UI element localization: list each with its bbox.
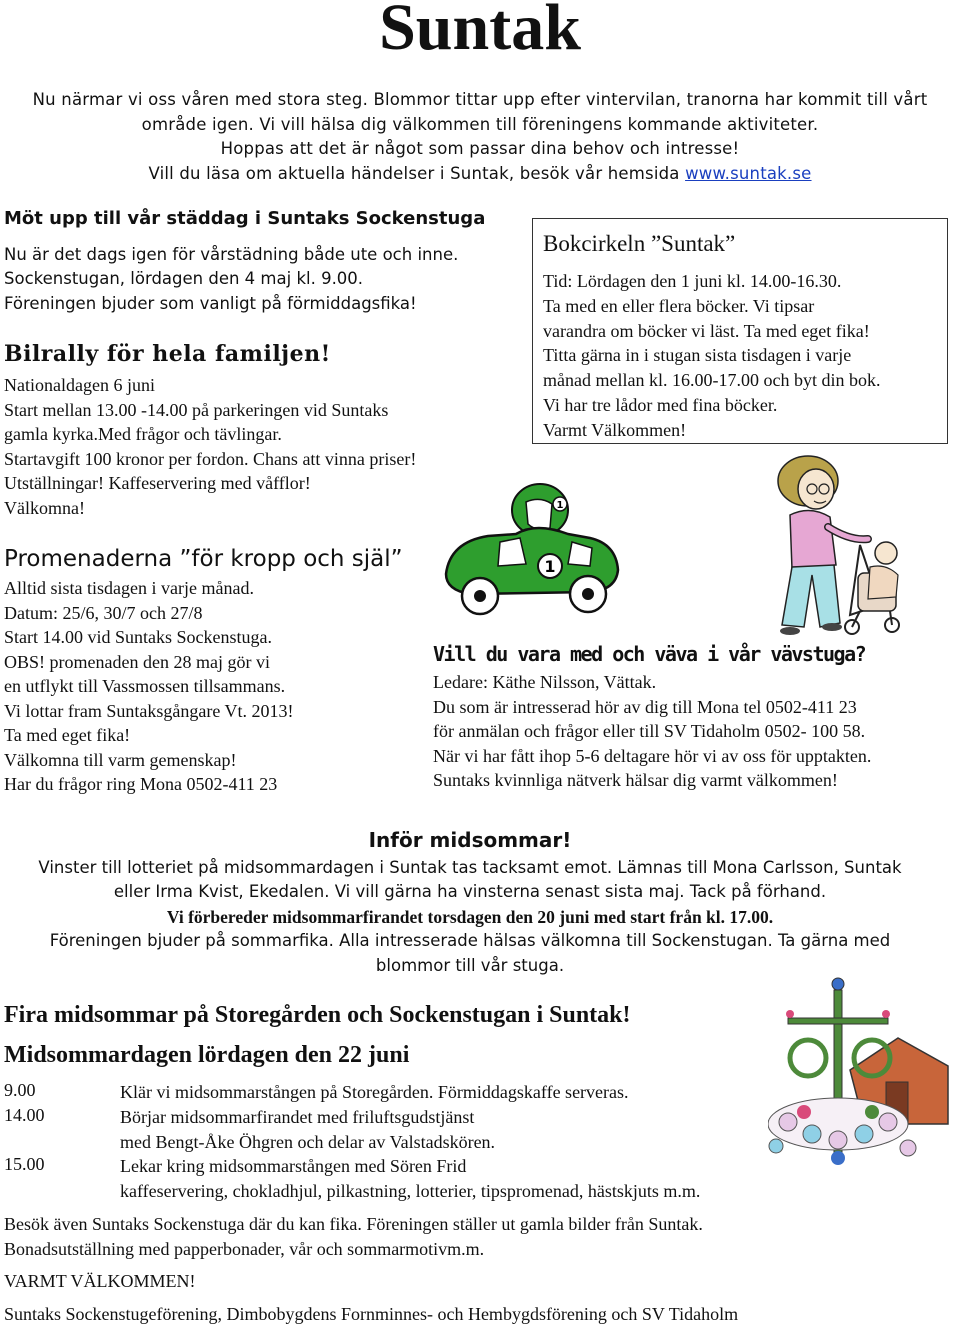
helmet-number: 1 xyxy=(556,500,564,511)
promenader-line: Har du frågor ring Mona 0502-411 23 xyxy=(4,774,278,794)
vavstuga-line: Ledare: Käthe Nilsson, Vättak. xyxy=(433,672,657,692)
bokcirkel-line: Titta gärna in i stugan sista tisdagen i varje xyxy=(543,345,852,366)
bilrally-body xyxy=(4,373,416,520)
website-prefix: Vill du läsa om aktuella händelser i Suntak, besök vår hemsida xyxy=(148,163,686,183)
promenader-line: Alltid sista tisdagen i varje månad. xyxy=(4,578,254,598)
visit-line: Bonadsutställning med papperbonader, vår och sommarmotivm.m. xyxy=(4,1238,485,1259)
schedule-time: 9.00 xyxy=(4,1080,36,1100)
intro-line: Nu närmar vi oss våren med stora steg. Blommor tittar upp efter vintervilan, tranorna har kommit till vårt xyxy=(32,90,928,109)
woman-stroller-illustration xyxy=(720,455,910,650)
bilrally-line: gamla kyrka.Med frågor och tävlingar. xyxy=(4,424,282,444)
schedule-line: kaffeservering, chokladhjul, pilkastning, lotterier, tipspromenad, hästskjuts m.m. xyxy=(120,1180,701,1201)
promenader-line: Ta med eget fika! xyxy=(4,725,131,745)
bilrally-line: Välkomna! xyxy=(4,497,85,518)
vavstuga-heading: Vill du vara med och väva i vår vävstuga? xyxy=(433,642,866,666)
promenader-line: OBS! promenaden den 28 maj gör vi xyxy=(4,651,270,672)
schedule-text xyxy=(120,1080,629,1105)
promenader-heading: Promenaderna ”för kropp och själ” xyxy=(4,546,403,572)
schedule-text xyxy=(120,1154,700,1203)
footer-text: Suntaks Sockenstugeförening, Dimbobygdens Fornminnes- och Hembygdsförening och SV Tidaholm xyxy=(4,1304,739,1324)
schedule xyxy=(0,1080,820,1210)
promenader-line: Datum: 25/6, 30/7 och 27/8 xyxy=(4,602,203,623)
page-title: Suntak xyxy=(379,0,581,64)
midsommar-info-line: Vinster till lotteriet på midsommardagen i Suntak tas tacksamt emot. Lämnas till Mona Carlsson, Suntak xyxy=(38,858,902,877)
welcome-text: VARMT VÄLKOMMEN! xyxy=(4,1271,196,1291)
midsommar-info-heading: Inför midsommar! xyxy=(368,828,572,852)
schedule-time: 14.00 xyxy=(4,1105,45,1125)
vavstuga-line: Du som är intresserad hör av dig till Mona tel 0502-411 23 xyxy=(433,696,857,717)
midsommar-info-bold-line: Vi förbereder midsommarfirandet torsdagen den 20 juni med start från kl. 17.00. xyxy=(166,906,774,927)
midsommar-info-line: eller Irma Kvist, Ekedalen. Vi vill gärna ha vinsterna senast sista maj. Tack på förhand. xyxy=(113,882,827,902)
stadday-line: Sockenstugan, lördagen den 4 maj kl. 9.00. xyxy=(4,269,364,289)
bokcirkel-line: Tid: Lördagen den 1 juni kl. 14.00-16.30. xyxy=(543,271,842,291)
bokcirkel-line: månad mellan kl. 16.00-17.00 och byt din bok. xyxy=(543,370,881,391)
vavstuga-line: Suntaks kvinnliga nätverk hälsar dig varmt välkommen! xyxy=(433,770,838,790)
race-car-illustration xyxy=(440,478,622,628)
bokcirkel-line: Varmt Välkommen! xyxy=(543,419,687,440)
schedule-text xyxy=(120,1105,495,1154)
stadday-body xyxy=(4,243,458,316)
schedule-line: Klär vi midsommarstången på Storegården. Förmiddagskaffe serveras. xyxy=(120,1082,629,1102)
bilrally-line: Nationaldagen 6 juni xyxy=(4,375,155,395)
schedule-time: 15.00 xyxy=(4,1154,45,1174)
fira-heading: Fira midsommar på Storegården och Sockenstugan i Suntak! xyxy=(4,1002,631,1028)
promenader-line: Start 14.00 vid Suntaks Sockenstuga. xyxy=(4,627,272,647)
bokcirkel-line: Vi har tre lådor med fina böcker. xyxy=(543,394,778,415)
visit-info xyxy=(4,1212,703,1261)
intro-text xyxy=(10,88,950,186)
bokcirkel-heading: Bokcirkeln ”Suntak” xyxy=(543,231,736,256)
midsommar-info-line: blommor till vår stuga. xyxy=(375,955,565,975)
schedule-line: Börjar midsommarfirandet med friluftsgudstjänst xyxy=(120,1107,475,1127)
visit-line: Besök även Suntaks Sockenstuga där du kan fika. Föreningen ställer ut gamla bilder från Suntak. xyxy=(4,1214,703,1234)
promenader-line: Välkomna till varm gemenskap! xyxy=(4,749,237,770)
intro-line: område igen. Vi vill hälsa dig välkommen till föreningens kommande aktiviteter. xyxy=(141,114,819,134)
stadday-heading: Möt upp till vår städdag i Suntaks Sockenstuga xyxy=(4,208,486,229)
promenader-body xyxy=(4,576,294,797)
vavstuga-line: När vi har fått ihop 5-6 deltagare hör vi av oss för upptakten. xyxy=(433,745,872,766)
bilrally-line: Utställningar! Kaffeservering med våfflor! xyxy=(4,473,311,493)
car-number: 1 xyxy=(544,557,556,576)
website-link[interactable]: www.suntak.se xyxy=(685,163,812,183)
bokcirkel-line: Ta med en eller flera böcker. Vi tipsar xyxy=(543,295,815,316)
bokcirkel-body xyxy=(543,269,880,443)
vavstuga-body xyxy=(433,670,871,793)
bilrally-heading: Bilrally för hela familjen! xyxy=(4,341,331,367)
intro-line: Hoppas att det är något som passar dina behov och intresse! xyxy=(220,139,740,158)
promenader-line: Vi lottar fram Suntaksgångare Vt. 2013! xyxy=(4,700,294,721)
bokcirkel-line: varandra om böcker vi läst. Ta med eget fika! xyxy=(543,320,870,341)
schedule-line: Lekar kring midsommarstången med Sören Frid xyxy=(120,1156,467,1176)
vavstuga-line: för anmälan och frågor eller till SV Tidaholm 0502- 100 58. xyxy=(433,721,866,741)
stadday-line: Nu är det dags igen för vårstädning både ute och inne. xyxy=(4,245,459,264)
stadday-line: Föreningen bjuder som vanligt på förmiddagsfika! xyxy=(4,293,417,313)
midsommar-info-body xyxy=(0,856,940,978)
fira-subheading: Midsommardagen lördagen den 22 juni xyxy=(4,1042,410,1068)
schedule-line: med Bengt-Åke Öhgren och delar av Valstadskören. xyxy=(120,1131,496,1152)
intro-website-line xyxy=(10,162,950,187)
promenader-line: en utflykt till Vassmossen tillsammans. xyxy=(4,676,286,696)
bilrally-line: Startavgift 100 kronor per fordon. Chans att vinna priser! xyxy=(4,448,417,469)
bokcirkel-box xyxy=(532,218,948,444)
bilrally-line: Start mellan 13.00 -14.00 på parkeringen vid Suntaks xyxy=(4,399,389,420)
midsommar-info-line: Föreningen bjuder på sommarfika. Alla intresserade hälsas välkomna till Sockenstugan. Ta gärna med xyxy=(49,931,891,951)
